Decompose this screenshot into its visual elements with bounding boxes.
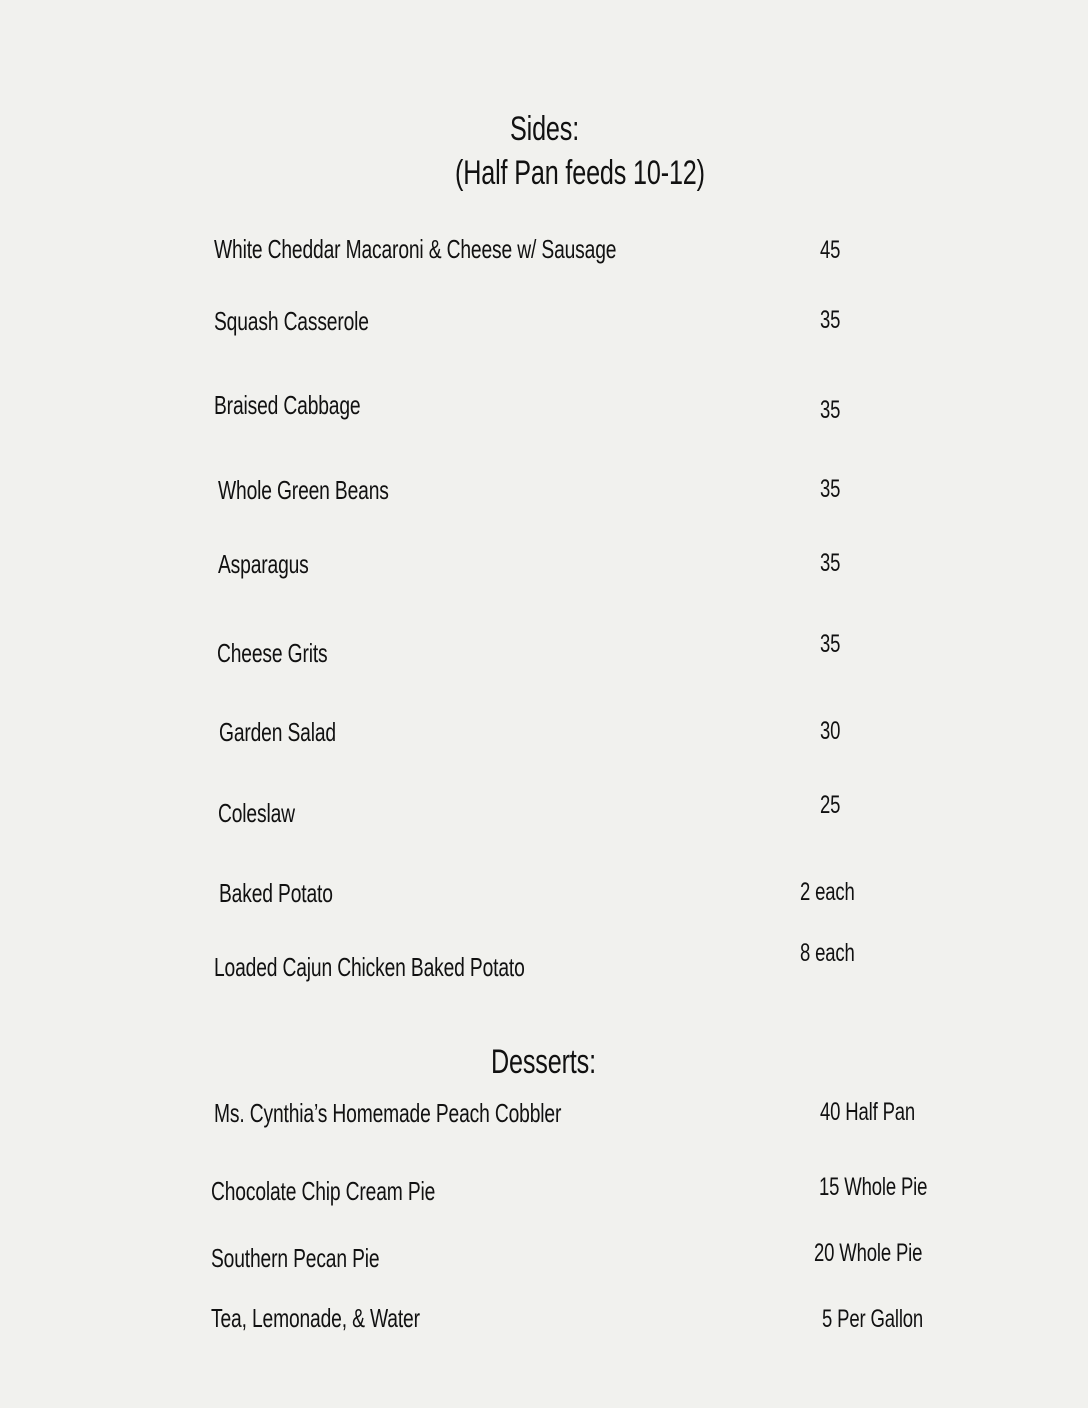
sides-subtitle: (Half Pan feeds 10-12) <box>455 154 705 192</box>
sides-title: Sides: <box>510 110 580 148</box>
side-item-name: Loaded Cajun Chicken Baked Potato <box>214 952 525 982</box>
side-item-name: White Cheddar Macaroni & Cheese w/ Sausage <box>214 234 617 264</box>
dessert-item-name: Tea, Lemonade, & Water <box>211 1303 420 1333</box>
side-item-price: 35 <box>820 630 841 658</box>
side-item-name: Coleslaw <box>218 798 295 828</box>
side-item-price: 2 each <box>800 878 855 906</box>
side-item-price: 35 <box>820 396 841 424</box>
side-item-price: 25 <box>820 791 841 819</box>
side-item-name: Cheese Grits <box>217 638 328 668</box>
dessert-item-price: 40 Half Pan <box>820 1098 916 1126</box>
dessert-item-price: 15 Whole Pie <box>819 1173 928 1201</box>
side-item-price: 8 each <box>800 939 855 967</box>
dessert-item-price: 5 Per Gallon <box>822 1305 924 1333</box>
side-item-price: 35 <box>820 549 841 577</box>
side-item-name: Garden Salad <box>219 717 336 747</box>
side-item-name: Baked Potato <box>219 878 333 908</box>
side-item-price: 30 <box>820 717 841 745</box>
side-item-price: 45 <box>820 236 841 264</box>
side-item-price: 35 <box>820 475 841 503</box>
side-item-name: Whole Green Beans <box>218 475 389 505</box>
dessert-item-price: 20 Whole Pie <box>814 1239 923 1267</box>
side-item-price: 35 <box>820 306 841 334</box>
side-item-name: Asparagus <box>218 549 309 579</box>
side-item-name: Squash Casserole <box>214 306 369 336</box>
desserts-title: Desserts: <box>491 1043 596 1081</box>
dessert-item-name: Southern Pecan Pie <box>211 1243 380 1273</box>
side-item-name: Braised Cabbage <box>214 390 361 420</box>
dessert-item-name: Chocolate Chip Cream Pie <box>211 1176 436 1206</box>
dessert-item-name: Ms. Cynthia’s Homemade Peach Cobbler <box>214 1098 562 1128</box>
